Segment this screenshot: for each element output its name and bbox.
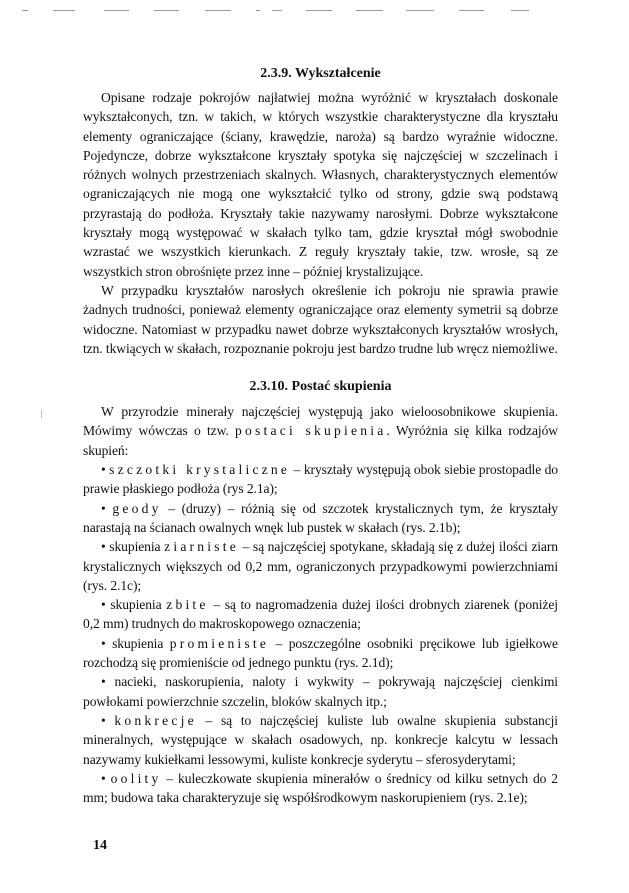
- item-text: – kuleczkowate skupienia minerałów o średnicy od kilku setnych do 2 mm; budowa taka charakteryzuje się współśrodkowym naskorupieniem (rys. 2.1e);: [83, 770, 558, 806]
- paragraph: W przypadku kryształów narosłych określenie ich pokroju nie sprawia prawie żadnych trudności, ponieważ elementy ograniczające oraz elementy symetrii są dobrze widoczne. Natomiast w przypadku nawet dobrze wykształconych kryształów wrosłych, tzn. tkwiących w skałach, rozpoznanie pokroju jest bardzo trudne lub wręcz niemożliwe.: [83, 282, 558, 356]
- spaced-term: promieniste: [169, 635, 270, 651]
- bullet-prefix: • skupienia: [101, 539, 165, 555]
- document-page: [83, 64, 558, 807]
- bullet-prefix: • skupienia: [101, 635, 170, 651]
- list-item: [83, 672, 558, 711]
- bullet-prefix: •: [101, 674, 115, 690]
- section-heading-wyksztalcenie: 2.3.9. Wykształcenie: [260, 66, 381, 81]
- bullet-prefix: •: [101, 712, 115, 728]
- item-text: – kryształy występują obok siebie prostopadle do prawie płaskiego podłoża (rys 2.1a);: [83, 462, 559, 497]
- list-item: [83, 499, 558, 538]
- paragraph: Opisane rodzaje pokrojów najłatwiej można wyróżnić w kryształach doskonale wykształconych, tzn. w takich, w których wszystkie charakterystyczne dla kryształu elementy ograniczające (ściany, krawędzie, naroża) są bardzo wyraźnie widoczne. Pojedyncze, dobrze wykształcone kryształy spotyka się najczęściej w szczelinach i różnych wolnych przestrzeniach skalnych. Własnych, charakterystycznych elementów ograniczających nie mogą one wykształcić tylko od strony, gdzie swą podstawą przyrastają do podłoża. Kryształy takie nazywamy narosłymi. Dobrze wykształcone kryształy mogą występować w skałach tylko tam, gdzie kryształ mógł swobodnie wzrastać we wszystkich kierunkach. Z reguły kryształy takie, tzw. wrosłe, są ze wszystkich stron obrośnięte przez inne – później krystalizujące.: [83, 90, 558, 279]
- list-item: [83, 537, 558, 595]
- paragraph-intro: [83, 402, 558, 460]
- list-item: [83, 769, 558, 808]
- item-text: – (druzy) – różnią się od szczotek krystalicznych tym, że kryształy narastają na ścianach owalnych wnęk lub pustek w skałach (rys. 2.1b);: [83, 500, 559, 535]
- intro-text-after: . Wyróżnia się kilka rodzajów skupień:: [83, 423, 558, 458]
- bullet-prefix: •: [101, 500, 113, 516]
- list-item: [83, 460, 558, 499]
- list-item: [83, 595, 558, 634]
- list-item: [83, 711, 558, 769]
- spaced-term: konkrecje: [114, 712, 197, 728]
- spaced-term: szczotki krystaliczne: [109, 462, 291, 478]
- item-text: – są to najczęściej kuliste lub owalne skupienia substancji mineralnych, występujące w skałach osadowych, np. konkrecje kalcytu w lessach nazywamy kukiełkami lessowymi, kuliste konkrecje syderytu – sferosyderytami;: [83, 712, 558, 767]
- page-number: 14: [93, 838, 107, 853]
- spaced-term: zbite: [166, 597, 209, 613]
- intro-text-before: W przyrodzie minerały najczęściej występują jako wieloosobnikowe skupienia. Mówimy wówczas o tzw.: [83, 404, 558, 439]
- list-item: [83, 634, 558, 673]
- spaced-term: ziarniste: [164, 539, 239, 555]
- bullet-prefix: •: [101, 770, 111, 786]
- spaced-term: oolity: [110, 770, 162, 786]
- bullet-prefix: • skupienia: [101, 597, 167, 613]
- scan-top-edge-artifacts: [0, 8, 629, 14]
- item-text: nacieki, naskorupienia, naloty i wykwity – pokrywają najczęściej cienkimi powłokami powierzchnie szczelin, bloków skalnych itp.;: [83, 674, 558, 709]
- item-text: – są to nagromadzenia dużej ilości drobnych ziarenek (poniżej 0,2 mm) trudnych do makroskopowego oznaczenia;: [83, 597, 558, 632]
- spaced-term: geody: [112, 500, 162, 516]
- bullet-prefix: •: [101, 462, 110, 478]
- item-text: – poszczególne osobniki pręcikowe lub igiełkowe rozchodzą się promieniście od jednego punktu (rys. 2.1d);: [83, 635, 558, 671]
- scan-margin-mark: [41, 410, 42, 418]
- item-text: – są najczęściej spotykane, składają się z dużej ilości ziarn krystalicznych większych od 0,2 mm, ograniczonych przypadkowymi powierzchniami (rys. 2.1c);: [83, 539, 558, 593]
- spaced-term: postaci skupienia: [235, 423, 387, 439]
- section-heading-postac-skupienia: 2.3.10. Postać skupienia: [249, 379, 392, 395]
